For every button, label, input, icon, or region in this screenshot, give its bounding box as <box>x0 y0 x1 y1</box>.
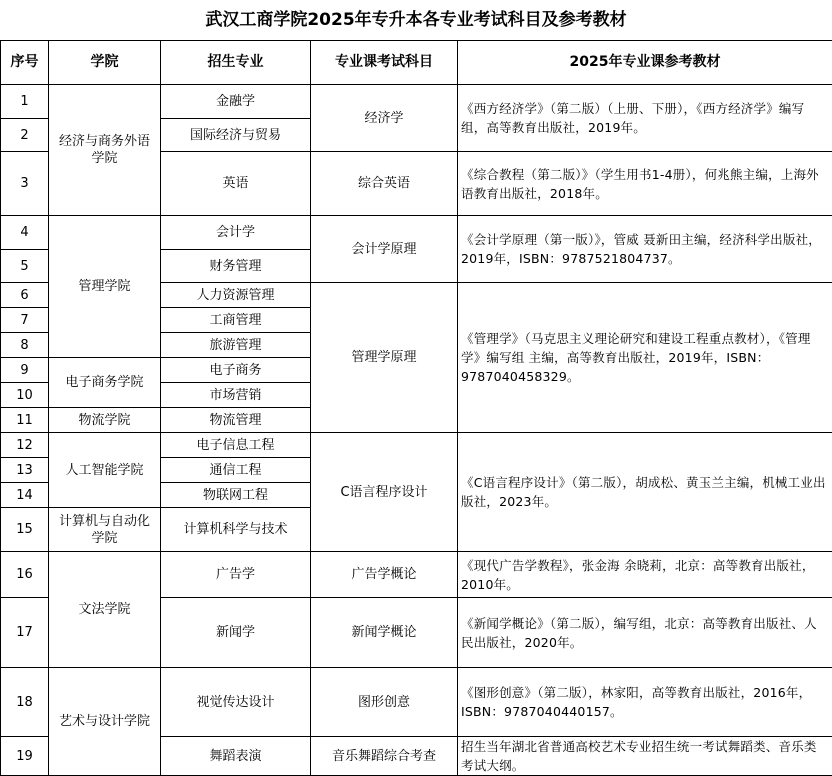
header-no: 序号 <box>1 41 49 85</box>
major-cell: 人力资源管理 <box>161 283 311 308</box>
textbook-cell: 《现代广告学教程》，张金海 余晓莉，北京：高等教育出版社，2010年。 <box>458 552 832 598</box>
subject-cell: 广告学概论 <box>311 552 458 598</box>
major-cell: 物流管理 <box>161 408 311 433</box>
major-cell: 电子信息工程 <box>161 433 311 458</box>
textbook-cell: 《图形创意》（第二版），林家阳，高等教育出版社，2016年，ISBN：9787040440157。 <box>458 668 832 737</box>
major-cell: 会计学 <box>161 216 311 250</box>
college-cell: 计算机与自动化学院 <box>49 508 161 552</box>
row-number: 13 <box>1 458 49 483</box>
subject-cell: 音乐舞蹈综合考查 <box>311 737 458 776</box>
major-cell: 国际经济与贸易 <box>161 119 311 152</box>
college-cell: 人工智能学院 <box>49 433 161 508</box>
header-row <box>1 41 832 85</box>
major-cell: 财务管理 <box>161 250 311 283</box>
subject-cell: 管理学原理 <box>311 283 458 433</box>
major-cell: 金融学 <box>161 85 311 119</box>
row-number: 7 <box>1 308 49 333</box>
row-number: 12 <box>1 433 49 458</box>
textbook-cell: 《新闻学概论》（第二版），编写组，北京：高等教育出版社、人民出版社，2020年。 <box>458 598 832 668</box>
subject-cell: 新闻学概论 <box>311 598 458 668</box>
row-number: 16 <box>1 552 49 598</box>
textbook-cell: 《会计学原理（第一版）》，管威 聂新田主编，经济科学出版社，2019年，ISBN：9787521804737。 <box>458 216 832 283</box>
header-major: 招生专业 <box>161 41 311 85</box>
row-number: 19 <box>1 737 49 776</box>
row-number: 11 <box>1 408 49 433</box>
textbook-cell: 《管理学》（马克思主义理论研究和建设工程重点教材），《管理学》编写组 主编，高等教育出版社，2019年，ISBN：9787040458329。 <box>458 283 832 433</box>
major-cell: 物联网工程 <box>161 483 311 508</box>
row-number: 18 <box>1 668 49 737</box>
college-cell: 文法学院 <box>49 552 161 668</box>
major-cell: 工商管理 <box>161 308 311 333</box>
row-number: 2 <box>1 119 49 152</box>
header-textbook: 2025年专业课参考教材 <box>458 41 832 85</box>
major-cell: 视觉传达设计 <box>161 668 311 737</box>
major-cell: 广告学 <box>161 552 311 598</box>
document-title: 武汉工商学院2025年专升本各专业考试科目及参考教材 <box>0 0 832 40</box>
major-cell: 电子商务 <box>161 358 311 383</box>
textbook-cell: 《C语言程序设计》（第二版），胡成松、黄玉兰主编，机械工业出版社，2023年。 <box>458 433 832 552</box>
row-number: 17 <box>1 598 49 668</box>
row-number: 4 <box>1 216 49 250</box>
subject-cell: C语言程序设计 <box>311 433 458 552</box>
row-number: 1 <box>1 85 49 119</box>
college-cell: 物流学院 <box>49 408 161 433</box>
major-cell: 英语 <box>161 152 311 216</box>
header-college: 学院 <box>49 41 161 85</box>
row-number: 8 <box>1 333 49 358</box>
table-row <box>1 216 832 250</box>
subject-cell: 图形创意 <box>311 668 458 737</box>
exam-table <box>0 40 832 776</box>
table-row <box>1 552 832 598</box>
subject-cell: 综合英语 <box>311 152 458 216</box>
header-subject: 专业课考试科目 <box>311 41 458 85</box>
subject-cell: 经济学 <box>311 85 458 152</box>
row-number: 5 <box>1 250 49 283</box>
major-cell: 新闻学 <box>161 598 311 668</box>
table-row <box>1 85 832 119</box>
row-number: 15 <box>1 508 49 552</box>
row-number: 14 <box>1 483 49 508</box>
subject-cell: 会计学原理 <box>311 216 458 283</box>
row-number: 10 <box>1 383 49 408</box>
table-row <box>1 433 832 458</box>
row-number: 9 <box>1 358 49 383</box>
textbook-cell: 《综合教程（第二版）》（学生用书1-4册），何兆熊主编，上海外语教育出版社，2018年。 <box>458 152 832 216</box>
textbook-cell: 招生当年湖北省普通高校艺术专业招生统一考试舞蹈类、音乐类考试大纲。 <box>458 737 832 776</box>
major-cell: 舞蹈表演 <box>161 737 311 776</box>
college-cell: 经济与商务外语学院 <box>49 85 161 216</box>
major-cell: 旅游管理 <box>161 333 311 358</box>
college-cell: 艺术与设计学院 <box>49 668 161 776</box>
row-number: 3 <box>1 152 49 216</box>
textbook-cell: 《西方经济学》（第二版）（上册、下册），《西方经济学》编写组，高等教育出版社，2019年。 <box>458 85 832 152</box>
major-cell: 市场营销 <box>161 383 311 408</box>
college-cell: 电子商务学院 <box>49 358 161 408</box>
major-cell: 通信工程 <box>161 458 311 483</box>
row-number: 6 <box>1 283 49 308</box>
major-cell: 计算机科学与技术 <box>161 508 311 552</box>
college-cell: 管理学院 <box>49 216 161 358</box>
table-row <box>1 668 832 737</box>
